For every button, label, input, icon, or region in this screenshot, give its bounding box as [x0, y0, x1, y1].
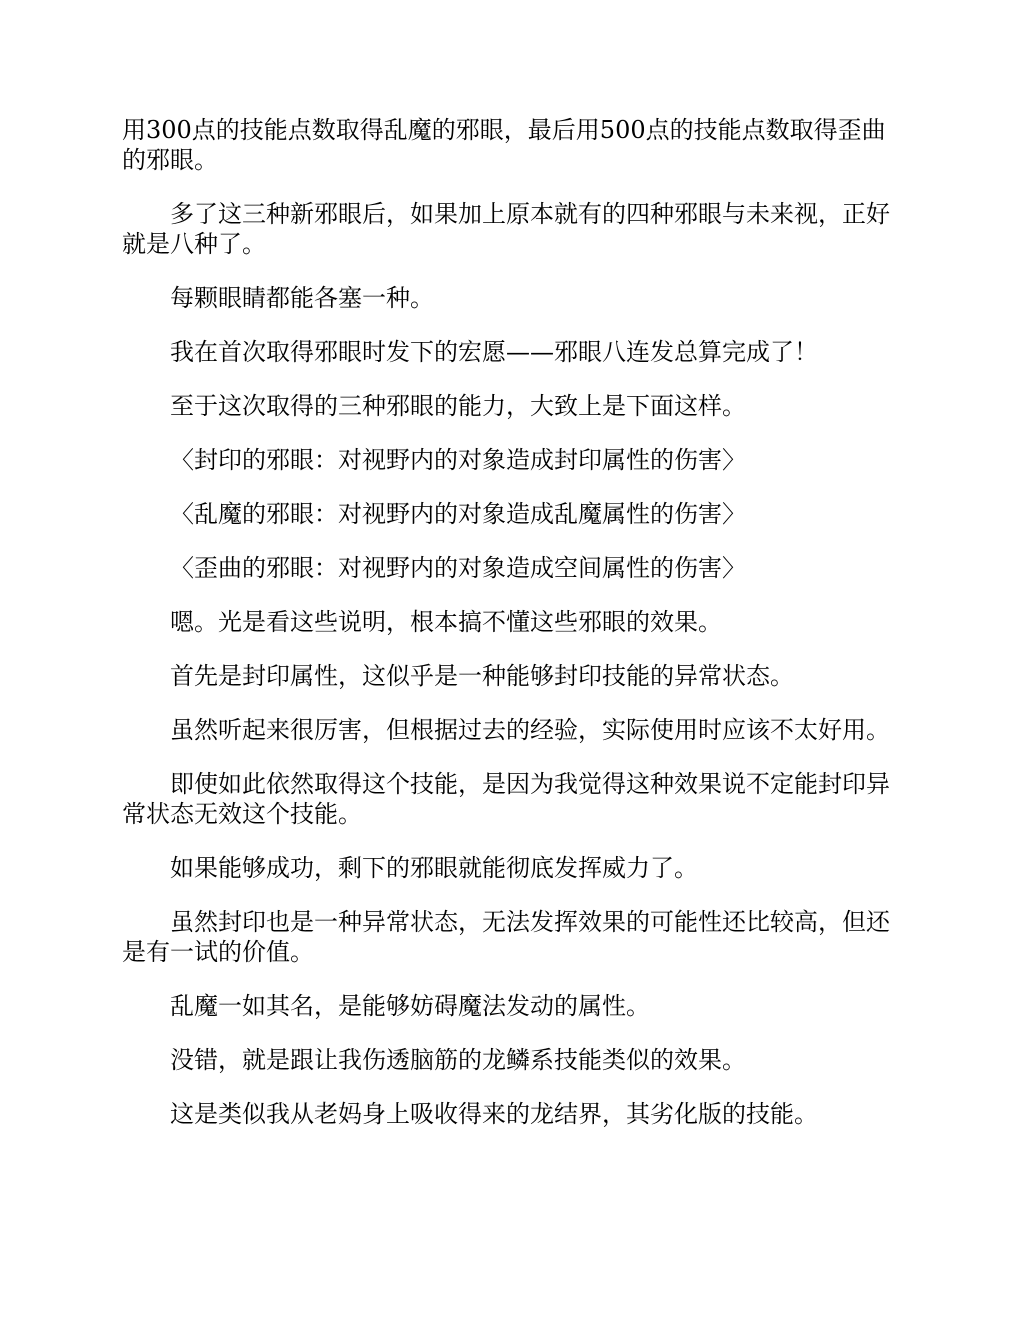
- skill-description: 〈封印的邪眼：对视野内的对象造成封印属性的伤害〉: [170, 446, 746, 474]
- skill-description: 〈乱魔的邪眼：对视野内的对象造成乱魔属性的伤害〉: [170, 500, 746, 528]
- paragraph: 用300点的技能点数取得乱魔的邪眼，最后用500点的技能点数取得歪曲的邪眼。: [122, 116, 886, 174]
- paragraph: 乱魔一如其名，是能够妨碍魔法发动的属性。: [170, 992, 650, 1020]
- paragraph: 多了这三种新邪眼后，如果加上原本就有的四种邪眼与未来视，正好就是八种了。: [122, 200, 890, 258]
- skill-description: 〈歪曲的邪眼：对视野内的对象造成空间属性的伤害〉: [170, 554, 746, 582]
- paragraph: 如果能够成功，剩下的邪眼就能彻底发挥威力了。: [170, 854, 698, 882]
- paragraph: 没错，就是跟让我伤透脑筋的龙鳞系技能类似的效果。: [170, 1046, 746, 1074]
- paragraph: 即使如此依然取得这个技能，是因为我觉得这种效果说不定能封印异常状态无效这个技能。: [122, 770, 890, 828]
- paragraph: 至于这次取得的三种邪眼的能力，大致上是下面这样。: [170, 392, 746, 420]
- paragraph: 每颗眼睛都能各塞一种。: [170, 284, 434, 312]
- document-body: [122, 115, 898, 1153]
- paragraph: 虽然听起来很厉害，但根据过去的经验，实际使用时应该不太好用。: [170, 716, 890, 744]
- paragraph: 我在首次取得邪眼时发下的宏愿——邪眼八连发总算完成了！: [170, 338, 818, 366]
- paragraph: 嗯。光是看这些说明，根本搞不懂这些邪眼的效果。: [170, 608, 722, 636]
- paragraph: 首先是封印属性，这似乎是一种能够封印技能的异常状态。: [170, 662, 794, 690]
- paragraph: 这是类似我从老妈身上吸收得来的龙结界，其劣化版的技能。: [170, 1100, 818, 1128]
- paragraph: 虽然封印也是一种异常状态，无法发挥效果的可能性还比较高，但还是有一试的价值。: [122, 908, 890, 966]
